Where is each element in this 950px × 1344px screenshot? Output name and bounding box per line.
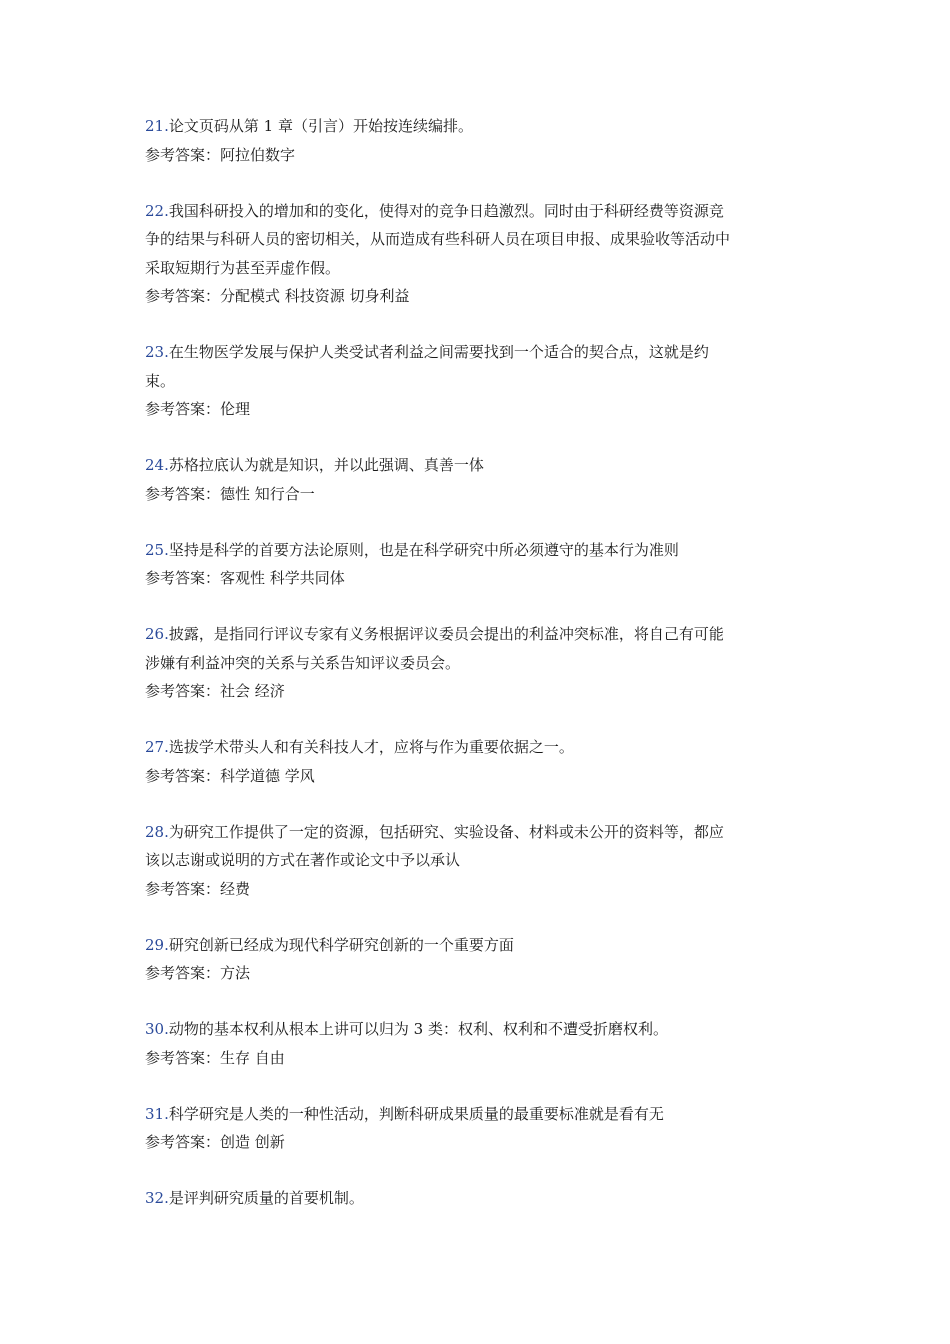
- answer-text: 分配模式 科技资源 切身利益: [220, 287, 410, 305]
- question-28: [145, 818, 810, 904]
- question-text: 22.我国科研投入的增加和的变化，使得对的竞争日趋激烈。同时由于科研经费等资源竞: [145, 201, 724, 220]
- answer-text: 创造 创新: [220, 1133, 285, 1151]
- answer-label: 参考答案：: [145, 400, 221, 418]
- question-21: [145, 112, 810, 169]
- answer-text: 伦理: [220, 400, 251, 418]
- question-text: 25.坚持是科学的首要方法论原则，也是在科学研究中所必须遵守的基本行为准则: [145, 540, 679, 559]
- answer-label: 参考答案：: [145, 484, 221, 503]
- question-32: [145, 1184, 810, 1213]
- question-27: [145, 733, 810, 790]
- question-number: 29.: [145, 935, 169, 954]
- answer-line: [145, 677, 810, 706]
- question-24: [145, 451, 810, 508]
- question-text: 23.在生物医学发展与保护人类受试者利益之间需要找到一个适合的契合点，这就是约: [145, 343, 709, 361]
- question-number: 32.: [145, 1189, 169, 1207]
- question-23: [145, 338, 810, 424]
- question-text: 30.动物的基本权利从根本上讲可以归为 3 类：权利、权利和不遭受折磨权利。: [145, 1020, 668, 1038]
- question-text: 27.选拔学术带头人和有关科技人才，应将与作为重要依据之一。: [145, 738, 574, 756]
- answer-label: 参考答案：: [145, 1133, 221, 1151]
- question-text-continued: 涉嫌有利益冲突的关系与关系告知评议委员会。: [145, 653, 461, 672]
- question-number: 21.: [145, 117, 169, 135]
- answer-text: 方法: [220, 964, 251, 982]
- answer-text: 社会 经济: [220, 682, 285, 700]
- answer-line: [145, 395, 810, 424]
- answer-line: [145, 1128, 810, 1157]
- question-31: [145, 1100, 810, 1157]
- answer-label: 参考答案：: [145, 569, 221, 587]
- question-25: [145, 536, 810, 593]
- question-22: [145, 197, 810, 311]
- question-text-continued: 束。: [145, 371, 176, 390]
- question-number: 22.: [145, 201, 169, 220]
- question-text-continued: 采取短期行为甚至弄虚作假。: [145, 258, 341, 277]
- answer-line: [145, 282, 810, 311]
- question-30: [145, 1015, 810, 1072]
- question-26: [145, 620, 810, 706]
- question-text: 32.是评判研究质量的首要机制。: [145, 1189, 364, 1207]
- question-number: 28.: [145, 822, 169, 841]
- answer-text: 阿拉伯数字: [220, 145, 296, 164]
- question-text: 21.论文页码从第 1 章（引言）开始按连续编排。: [145, 117, 473, 135]
- question-text-continued: 争的结果与科研人员的密切相关，从而造成有些科研人员在项目申报、成果验收等活动中: [145, 230, 731, 248]
- question-number: 27.: [145, 738, 169, 756]
- answer-line: [145, 1044, 810, 1073]
- answer-text: 客观性 科学共同体: [220, 569, 345, 587]
- answer-line: [145, 564, 810, 593]
- question-29: [145, 931, 810, 988]
- answer-text: 德性 知行合一: [220, 484, 315, 503]
- answer-label: 参考答案：: [145, 682, 221, 700]
- question-text: 28.为研究工作提供了一定的资源，包括研究、实验设备、材料或未公开的资料等，都应: [145, 822, 724, 841]
- question-list: [145, 112, 810, 1240]
- question-number: 26.: [145, 625, 169, 643]
- question-number: 31.: [145, 1104, 169, 1123]
- answer-label: 参考答案：: [145, 145, 221, 164]
- answer-text: 生存 自由: [220, 1048, 285, 1067]
- answer-label: 参考答案：: [145, 766, 221, 785]
- question-number: 24.: [145, 456, 169, 474]
- question-text: 31.科学研究是人类的一种性活动，判断科研成果质量的最重要标准就是看有无: [145, 1104, 664, 1123]
- answer-label: 参考答案：: [145, 287, 221, 305]
- question-number: 30.: [145, 1020, 169, 1038]
- answer-line: [145, 141, 810, 170]
- answer-label: 参考答案：: [145, 879, 221, 898]
- answer-text: 科学道德 学风: [220, 766, 315, 785]
- answer-line: [145, 480, 810, 509]
- answer-line: [145, 959, 810, 988]
- answer-line: [145, 762, 810, 791]
- question-number: 25.: [145, 540, 169, 559]
- question-text: 24.苏格拉底认为就是知识，并以此强调、真善一体: [145, 456, 484, 474]
- answer-label: 参考答案：: [145, 1048, 221, 1067]
- answer-line: [145, 875, 810, 904]
- question-text: 29.研究创新已经成为现代科学研究创新的一个重要方面: [145, 935, 514, 954]
- answer-text: 经费: [220, 879, 251, 898]
- answer-label: 参考答案：: [145, 964, 221, 982]
- question-text: 26.披露，是指同行评议专家有义务根据评议委员会提出的利益冲突标准，将自己有可能: [145, 625, 724, 643]
- question-text-continued: 该以志谢或说明的方式在著作或论文中予以承认: [145, 851, 461, 869]
- question-number: 23.: [145, 343, 169, 361]
